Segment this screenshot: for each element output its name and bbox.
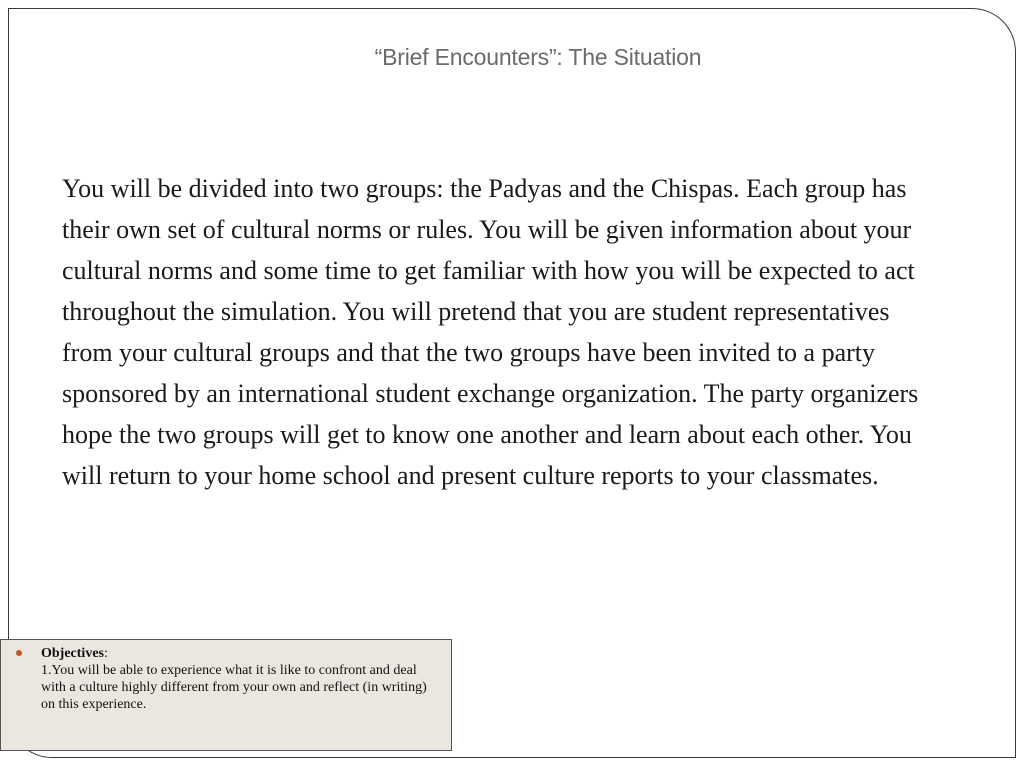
objectives-heading-line	[41, 645, 437, 662]
objectives-heading: Objectives	[41, 646, 104, 661]
objectives-box	[0, 639, 452, 751]
slide-body-text: You will be divided into two groups: the Padyas and the Chispas. Each group has their own set of cultural norms or rules. You will be given information about your cultural norms and some time to get familiar with how you will be expected to act throughout the simulation. You will pretend that you are student representatives from your cultural groups and that the two groups have been invited to a party sponsored by an international student exchange organization. The party organizers hope the two groups will get to know one another and learn about each other. You will return to your home school and present culture reports to your classmates.	[62, 174, 919, 490]
slide-title: “Brief Encounters”: The Situation	[374, 44, 702, 70]
objectives-item: 1.You will be able to experience what it is like to confront and deal with a culture highly different from your own and reflect (in writing) on this experience.	[41, 663, 427, 712]
objectives-colon: :	[103, 646, 108, 661]
bullet-icon	[16, 650, 22, 656]
